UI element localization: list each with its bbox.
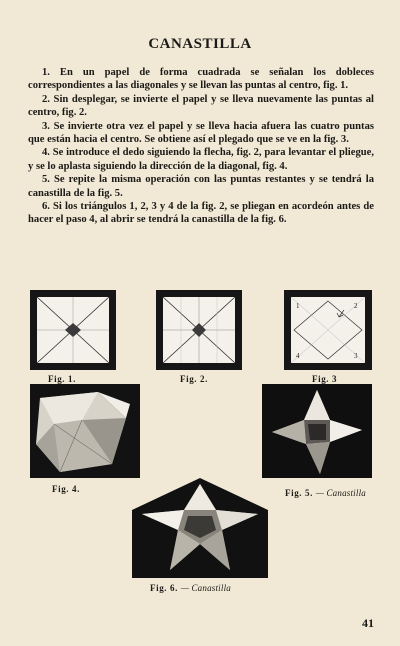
figure-1-image <box>30 290 116 370</box>
paragraph-3: 3. Se invierte otra vez el papel y se lleva hacia afuera las cuatro puntas que están hacia el centro. Se obtiene así el plegado que se ve en la fig. 3. <box>28 120 374 146</box>
paragraph-4: 4. Se introduce el dedo siguiendo la flecha, fig. 2, para levantar el pliegue, y se lo aplasta siguiendo la dirección de la diagonal, fig. 4. <box>28 147 374 172</box>
instructions-text <box>28 66 374 227</box>
figure-6-caption <box>150 583 231 593</box>
figure-4-caption: Fig. 4. <box>52 484 80 494</box>
figure-1-caption: Fig. 1. <box>48 374 76 384</box>
figure-5-image <box>262 384 372 478</box>
page-title: CANASTILLA <box>148 36 252 52</box>
paragraph-6: 6. Si los triángulos 1, 2, 3 y 4 de la fig. 2, se pliegan en acordeón antes de hacer el paso 4, al abrir se tendrá la canastilla de la fig. 6. <box>28 201 374 226</box>
paragraph-5: 5. Se repite la misma operación con las puntas restantes y se tendrá la canastilla de la fig. 5. <box>28 174 374 199</box>
fig3-label-1: 1 <box>296 302 300 310</box>
paragraph-2: 2. Sin desplegar, se invierte el papel y se lleva nuevamente las puntas al centro, fig. 2. <box>28 93 374 119</box>
figure-6-caption-suffix: — Canastilla <box>180 583 231 593</box>
fig3-label-3: 3 <box>354 352 358 360</box>
figure-4-image <box>30 384 140 478</box>
figure-5-caption-suffix: — Canastilla <box>315 488 366 498</box>
fig3-label-4: 4 <box>296 352 300 360</box>
figure-2-caption: Fig. 2. <box>180 374 208 384</box>
figure-3-caption: Fig. 3 <box>312 374 338 384</box>
page-number: 41 <box>362 616 374 630</box>
figure-5-caption <box>285 488 366 498</box>
figure-2-image <box>156 290 242 370</box>
paragraph-1: 1. En un papel de forma cuadrada se señalan los dobleces correspondientes a las diagonales y se llevan las puntas al centro, fig. 1. <box>28 67 374 92</box>
fig3-label-2: 2 <box>354 302 358 310</box>
figure-5-caption-label: Fig. 5. <box>285 488 313 498</box>
figure-6-caption-label: Fig. 6. <box>150 583 178 593</box>
figure-3-image <box>284 290 372 370</box>
figure-6-image <box>132 478 268 578</box>
